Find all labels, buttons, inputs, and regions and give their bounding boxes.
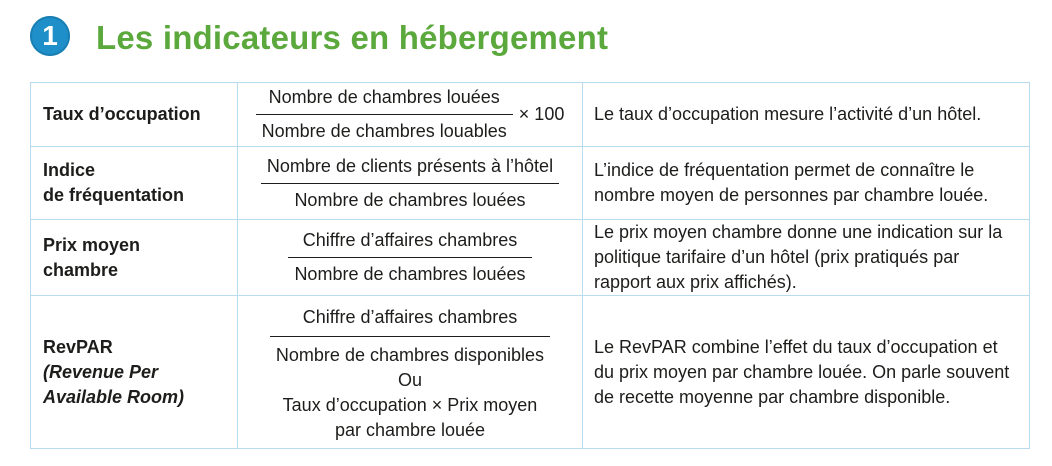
indicator-name-line: Available Room) (43, 386, 185, 407)
formula-fraction (256, 83, 565, 146)
indicator-description: L’indice de fréquentation permet de connaître le nombre moyen de personnes par chambre louée. (583, 147, 1030, 220)
formula-numerator: Chiffre d’affaires chambres (270, 301, 550, 337)
indicator-name-line: de fréquentation (43, 185, 185, 205)
formula-alt-line: Taux d’occupation × Prix moyen (282, 395, 538, 415)
indicator-name-line: Prix moyen (43, 234, 141, 255)
section-title: Les indicateurs en hébergement (96, 19, 609, 56)
indicator-name-line: (Revenue Per (43, 361, 159, 382)
indicator-formula (238, 147, 583, 220)
formula-denominator: Nombre de chambres louables (261, 121, 507, 141)
indicator-name-line: Indice (43, 160, 96, 180)
table-row-occupancy (31, 83, 1030, 147)
formula-or-text: Ou (397, 370, 422, 390)
section-number-badge: 1 (30, 16, 70, 56)
formula-fraction (270, 301, 550, 368)
formula-numerator: Nombre de chambres louées (256, 83, 513, 115)
indicator-description: Le taux d’occupation mesure l’activité d’un hôtel. (583, 83, 1030, 147)
formula-alt-line: par chambre louée (334, 420, 486, 440)
formula-denominator: Nombre de chambres louées (294, 189, 526, 210)
section-header (14, 10, 1014, 66)
indicator-name (31, 83, 238, 147)
table-row-average-price (31, 220, 1030, 296)
formula-denominator: Nombre de chambres louées (294, 264, 526, 284)
indicator-name-line: chambre (43, 259, 119, 280)
formula-fraction (261, 152, 559, 215)
formula-fraction (288, 226, 531, 289)
indicator-name (31, 296, 238, 449)
indicator-description: Le prix moyen chambre donne une indication sur la politique tarifaire d’un hôtel (prix pratiqués par rapport aux prix affichés). (583, 220, 1030, 296)
indicator-formula (238, 296, 583, 449)
indicators-table (30, 82, 1030, 449)
indicator-formula (238, 220, 583, 296)
table-row-revpar (31, 296, 1030, 449)
indicator-name (31, 220, 238, 296)
indicator-name-line: RevPAR (43, 336, 113, 357)
table-row-frequentation (31, 147, 1030, 220)
formula-numerator: Chiffre d’affaires chambres (288, 226, 531, 258)
indicator-name (31, 147, 238, 220)
indicator-name-line: Taux d’occupation (43, 104, 201, 124)
formula-multiplier: × 100 (518, 104, 565, 124)
formula-denominator: Nombre de chambres disponibles (275, 345, 545, 365)
formula-numerator: Nombre de clients présents à l’hôtel (261, 152, 559, 184)
indicator-formula (238, 83, 583, 147)
indicator-description: Le RevPAR combine l’effet du taux d’occupation et du prix moyen par chambre louée. On parle souvent de recette moyenne par chambre disponible. (583, 296, 1030, 449)
